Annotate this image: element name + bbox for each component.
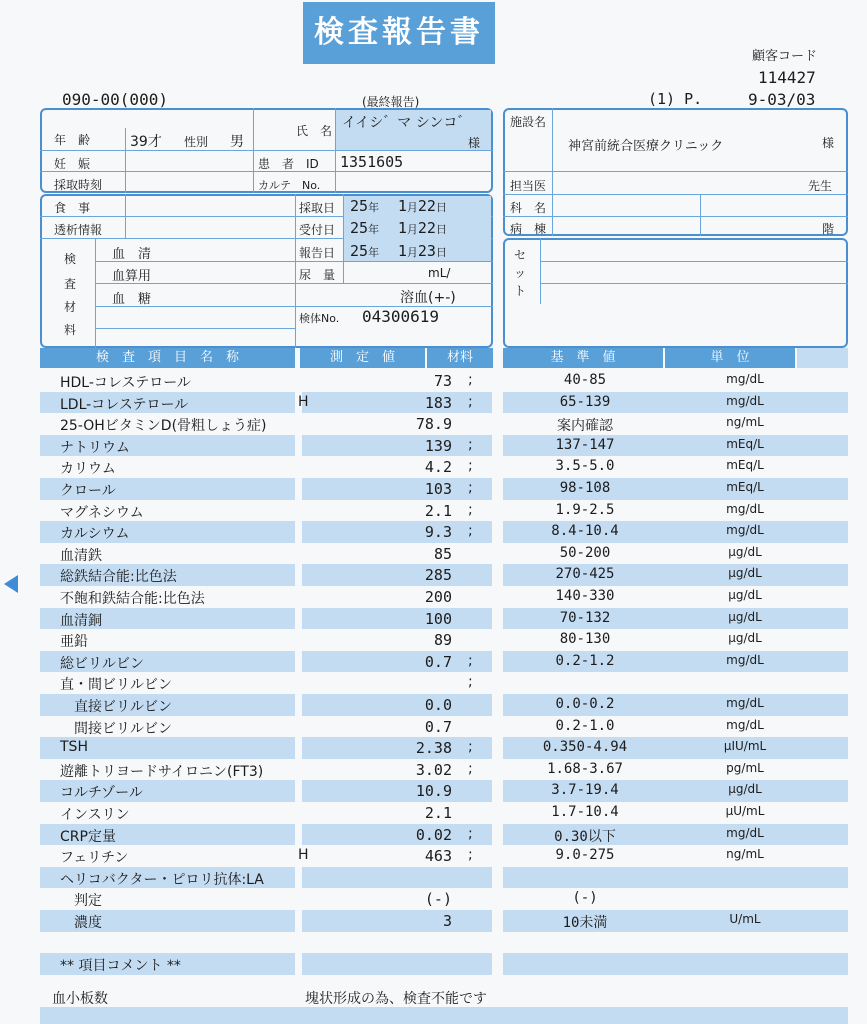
result-unit: pg/mL: [726, 760, 764, 775]
table-row: [40, 845, 860, 867]
result-value: 78.9: [415, 415, 452, 434]
result-value: 9.3: [424, 523, 452, 542]
comment-item: 血小板数: [52, 991, 108, 1007]
result-name: カルシウム: [60, 526, 130, 543]
result-reference: 10未満: [562, 915, 608, 931]
result-reference: 1.9-2.5: [555, 501, 615, 518]
result-value: 2.1: [424, 501, 452, 520]
result-name: 血清鉄: [60, 547, 102, 564]
material-cbc: 血算用: [112, 269, 152, 284]
result-material: ;: [468, 393, 473, 410]
result-unit: μg/dL: [728, 566, 762, 581]
result-value: 285: [424, 566, 452, 585]
table-row: [40, 672, 860, 694]
result-value: 183: [424, 393, 452, 412]
table-row: [40, 694, 860, 716]
result-reference: 3.5-5.0: [555, 458, 615, 475]
meal-label: 食 事: [54, 201, 91, 215]
chart-no-label: カルテ No.: [258, 179, 321, 192]
patient-name: イイシ゛マ シンコ゛: [342, 115, 472, 131]
result-material: ;: [468, 501, 473, 518]
reported-label: 報告日: [299, 246, 336, 260]
result-reference: 50-200: [559, 544, 611, 561]
result-name: CRP定量: [60, 828, 116, 845]
table-row: [40, 413, 860, 435]
result-unit: mEq/L: [726, 458, 764, 473]
result-name: 総ビリルビン: [60, 655, 144, 672]
result-material: ;: [468, 652, 473, 669]
result-unit: mg/dL: [726, 696, 764, 710]
result-name: コルチゾール: [60, 785, 143, 802]
table-row: [40, 608, 860, 630]
specimen-label-2: 査: [64, 277, 77, 291]
received-label: 受付日: [299, 223, 336, 237]
set-label-3: ト: [514, 284, 527, 298]
collected-label: 採取日: [299, 201, 336, 215]
result-unit: mg/dL: [726, 393, 764, 408]
table-row: [40, 456, 860, 478]
result-material: ;: [468, 674, 473, 691]
result-unit: μg/dL: [728, 782, 762, 797]
table-row: [40, 824, 860, 846]
result-reference: 0.350-4.94: [542, 739, 628, 756]
table-row: [40, 521, 860, 543]
result-unit: μg/dL: [728, 588, 762, 602]
result-reference: 98-108: [559, 480, 611, 496]
result-value: 4.2: [424, 458, 452, 477]
result-reference: 3.7-19.4: [551, 782, 619, 799]
table-row: [40, 867, 860, 889]
result-name: フェリチン: [60, 850, 129, 867]
header-material: 材料: [427, 348, 493, 368]
result-unit: mEq/L: [726, 480, 764, 494]
result-name: 間接ビリルビン: [60, 720, 172, 737]
specimen-no: 04300619: [362, 307, 440, 326]
result-reference: 70-132: [559, 609, 611, 626]
table-row: [40, 478, 860, 500]
result-value: 103: [424, 480, 452, 498]
result-name: 直接ビリルビン: [60, 699, 172, 715]
result-value: 0.7: [424, 717, 452, 736]
table-row: [40, 564, 860, 586]
set-box: [503, 238, 848, 348]
facility-label: 施設名: [510, 115, 547, 129]
table-row: [40, 586, 860, 608]
table-row: [40, 780, 860, 802]
page-number: (1) P.: [648, 90, 703, 108]
header-value: 測 定 値: [300, 348, 425, 368]
result-name: クロール: [60, 483, 116, 499]
result-value: 100: [424, 609, 452, 628]
report-title: 検査報告書: [303, 2, 495, 64]
collected-date: 25年 1月22日: [350, 197, 447, 215]
table-row: [40, 910, 860, 932]
result-unit: ng/mL: [726, 847, 764, 862]
result-flag: H: [298, 393, 309, 410]
facility-name: 神宮前統合医療クリニック: [568, 139, 724, 154]
result-name: 血清銅: [60, 612, 102, 629]
result-material: ;: [468, 847, 473, 864]
sex-value: 男: [230, 134, 244, 150]
result-name: 亜鉛: [60, 634, 88, 651]
material-serum: 血 清: [112, 247, 152, 262]
result-unit: μU/mL: [725, 804, 765, 818]
table-row: [40, 888, 860, 910]
table-row: [40, 500, 860, 522]
reported-date: 25年 1月23日: [350, 242, 447, 260]
result-material: ;: [468, 825, 473, 842]
doctor-label: 担当医: [510, 179, 547, 193]
result-reference: 0.30以下: [554, 828, 616, 845]
result-unit: μIU/mL: [723, 739, 767, 754]
page-marker-triangle-icon: [4, 575, 18, 593]
result-name: 25-OHビタミンD(骨粗しょう症): [60, 418, 267, 435]
result-reference: 65-139: [559, 393, 611, 410]
result-value: 139: [424, 436, 452, 455]
dialysis-label: 透析情報: [54, 223, 103, 237]
received-date: 25年 1月22日: [350, 219, 447, 237]
table-row: [40, 629, 860, 651]
result-reference: (-): [572, 890, 598, 907]
result-value: 463: [424, 847, 452, 866]
specimen-label-3: 材: [64, 300, 77, 314]
result-reference: 0.0-0.2: [555, 696, 615, 712]
result-reference: 40-85: [563, 372, 607, 388]
specimen-label-4: 料: [64, 323, 77, 337]
result-unit: mg/dL: [726, 652, 764, 667]
result-name: 遊離トリヨードサイロニン(FT3): [60, 763, 264, 780]
result-value: 85: [433, 544, 452, 563]
name-label: 氏 名: [296, 124, 333, 138]
result-unit: ng/mL: [726, 415, 764, 430]
age-value: 39才: [130, 134, 162, 150]
result-reference: 案内確認: [557, 418, 613, 435]
result-material: ;: [468, 760, 473, 777]
collection-time-label: 採取時刻: [54, 178, 103, 192]
result-material: ;: [468, 523, 473, 540]
result-reference: 8.4-10.4: [551, 523, 619, 540]
report-status: (最終報告): [362, 95, 420, 109]
table-row: [40, 651, 860, 673]
result-reference: 0.2-1.2: [555, 652, 615, 669]
result-name: TSH: [60, 739, 88, 756]
result-name: マグネシウム: [60, 504, 144, 521]
result-unit: mEq/L: [726, 436, 764, 451]
result-unit: μg/dL: [728, 631, 762, 646]
report-id: 090-00(000): [62, 90, 168, 109]
result-value: 3: [442, 912, 452, 930]
result-reference: 270-425: [555, 566, 615, 583]
result-flag: H: [298, 847, 309, 864]
hemolysis: 溶血(+-): [400, 290, 456, 306]
table-row: [40, 543, 860, 565]
table-row: [40, 716, 860, 738]
patient-id: 1351605: [340, 153, 404, 171]
result-material: ;: [468, 480, 473, 496]
result-material: ;: [468, 372, 473, 388]
result-name: 不飽和鉄結合能:比色法: [60, 591, 205, 607]
header-item: 検 査 項 目 名 称: [40, 348, 295, 368]
specimen-no-label: 検体No.: [299, 312, 340, 325]
urine-unit: mL/: [428, 266, 451, 280]
sex-label: 性別: [184, 135, 209, 149]
result-unit: mg/dL: [726, 501, 764, 516]
page-date: 9-03/03: [748, 90, 816, 109]
result-reference: 80-130: [559, 631, 611, 648]
result-reference: 137-147: [555, 436, 615, 453]
header-unit: 単 位: [665, 348, 795, 368]
result-unit: μg/dL: [728, 544, 762, 559]
patient-id-label: 患 者 ID: [258, 157, 319, 171]
result-value: 73: [433, 372, 452, 390]
result-value: 2.38: [415, 739, 452, 758]
result-value: 200: [424, 588, 452, 606]
facility-honorific: 様: [822, 136, 835, 150]
result-name: カリウム: [60, 461, 116, 478]
result-material: ;: [468, 436, 473, 453]
result-reference: 0.2-1.0: [555, 717, 615, 734]
result-value: 10.9: [415, 782, 452, 801]
result-unit: μg/dL: [728, 609, 762, 624]
customer-code: 114427: [758, 68, 816, 87]
dept-label: 科 名: [510, 201, 547, 215]
result-name: LDL-コレステロール: [60, 396, 189, 413]
urine-label: 尿 量: [299, 268, 336, 282]
result-name: HDL-コレステロール: [60, 375, 191, 391]
table-row: [40, 370, 860, 392]
table-row: [40, 392, 860, 414]
result-name: ナトリウム: [60, 439, 130, 456]
comment-row: [40, 985, 848, 1006]
result-value: 89: [433, 631, 452, 650]
result-unit: mg/dL: [726, 372, 764, 386]
result-name: 総鉄結合能:比色法: [60, 569, 177, 586]
result-reference: 140-330: [555, 588, 615, 604]
doctor-honorific: 先生: [808, 179, 833, 193]
material-glucose: 血 糖: [112, 292, 152, 307]
set-label-1: セ: [514, 248, 527, 262]
result-material: ;: [468, 458, 473, 475]
result-value: 0.02: [415, 825, 452, 844]
patient-honorific: 様: [468, 136, 481, 150]
customer-code-label: 顧客コード: [752, 49, 818, 64]
table-row: [40, 802, 860, 824]
result-reference: 1.7-10.4: [551, 804, 619, 820]
result-reference: 1.68-3.67: [547, 760, 623, 777]
result-name: 濃度: [60, 915, 102, 931]
pregnancy-label: 妊 娠: [54, 157, 91, 171]
table-row: [40, 737, 860, 759]
result-value: (-): [424, 890, 452, 909]
table-row: [40, 932, 860, 954]
header-reference: 基 準 値: [503, 348, 663, 368]
result-material: ;: [468, 739, 473, 756]
result-unit: U/mL: [729, 912, 761, 926]
specimen-label-1: 検: [64, 252, 77, 266]
table-row: [40, 953, 860, 975]
result-unit: mg/dL: [726, 717, 764, 732]
result-name: 判定: [60, 893, 102, 910]
result-value: 3.02: [415, 760, 452, 779]
table-row: [40, 435, 860, 457]
ward-label: 病 棟: [510, 222, 547, 236]
result-value: 0.7: [424, 652, 452, 671]
comment-text: 塊状形成の為、検査不能です: [305, 991, 487, 1007]
result-value: 2.1: [424, 804, 452, 822]
set-label-2: ッ: [514, 266, 527, 280]
result-name: ヘリコバクター・ピロリ抗体:LA: [60, 871, 264, 888]
age-label: 年 齢: [54, 133, 91, 147]
result-value: 0.0: [424, 696, 452, 714]
result-unit: mg/dL: [726, 523, 764, 538]
result-unit: mg/dL: [726, 825, 764, 840]
result-name: ** 項目コメント **: [60, 958, 181, 975]
floor-label: 階: [822, 222, 835, 236]
result-name: インスリン: [60, 807, 130, 823]
table-row: [40, 759, 860, 781]
result-name: 直・間ビリルビン: [60, 677, 172, 694]
result-reference: 9.0-275: [555, 847, 615, 864]
